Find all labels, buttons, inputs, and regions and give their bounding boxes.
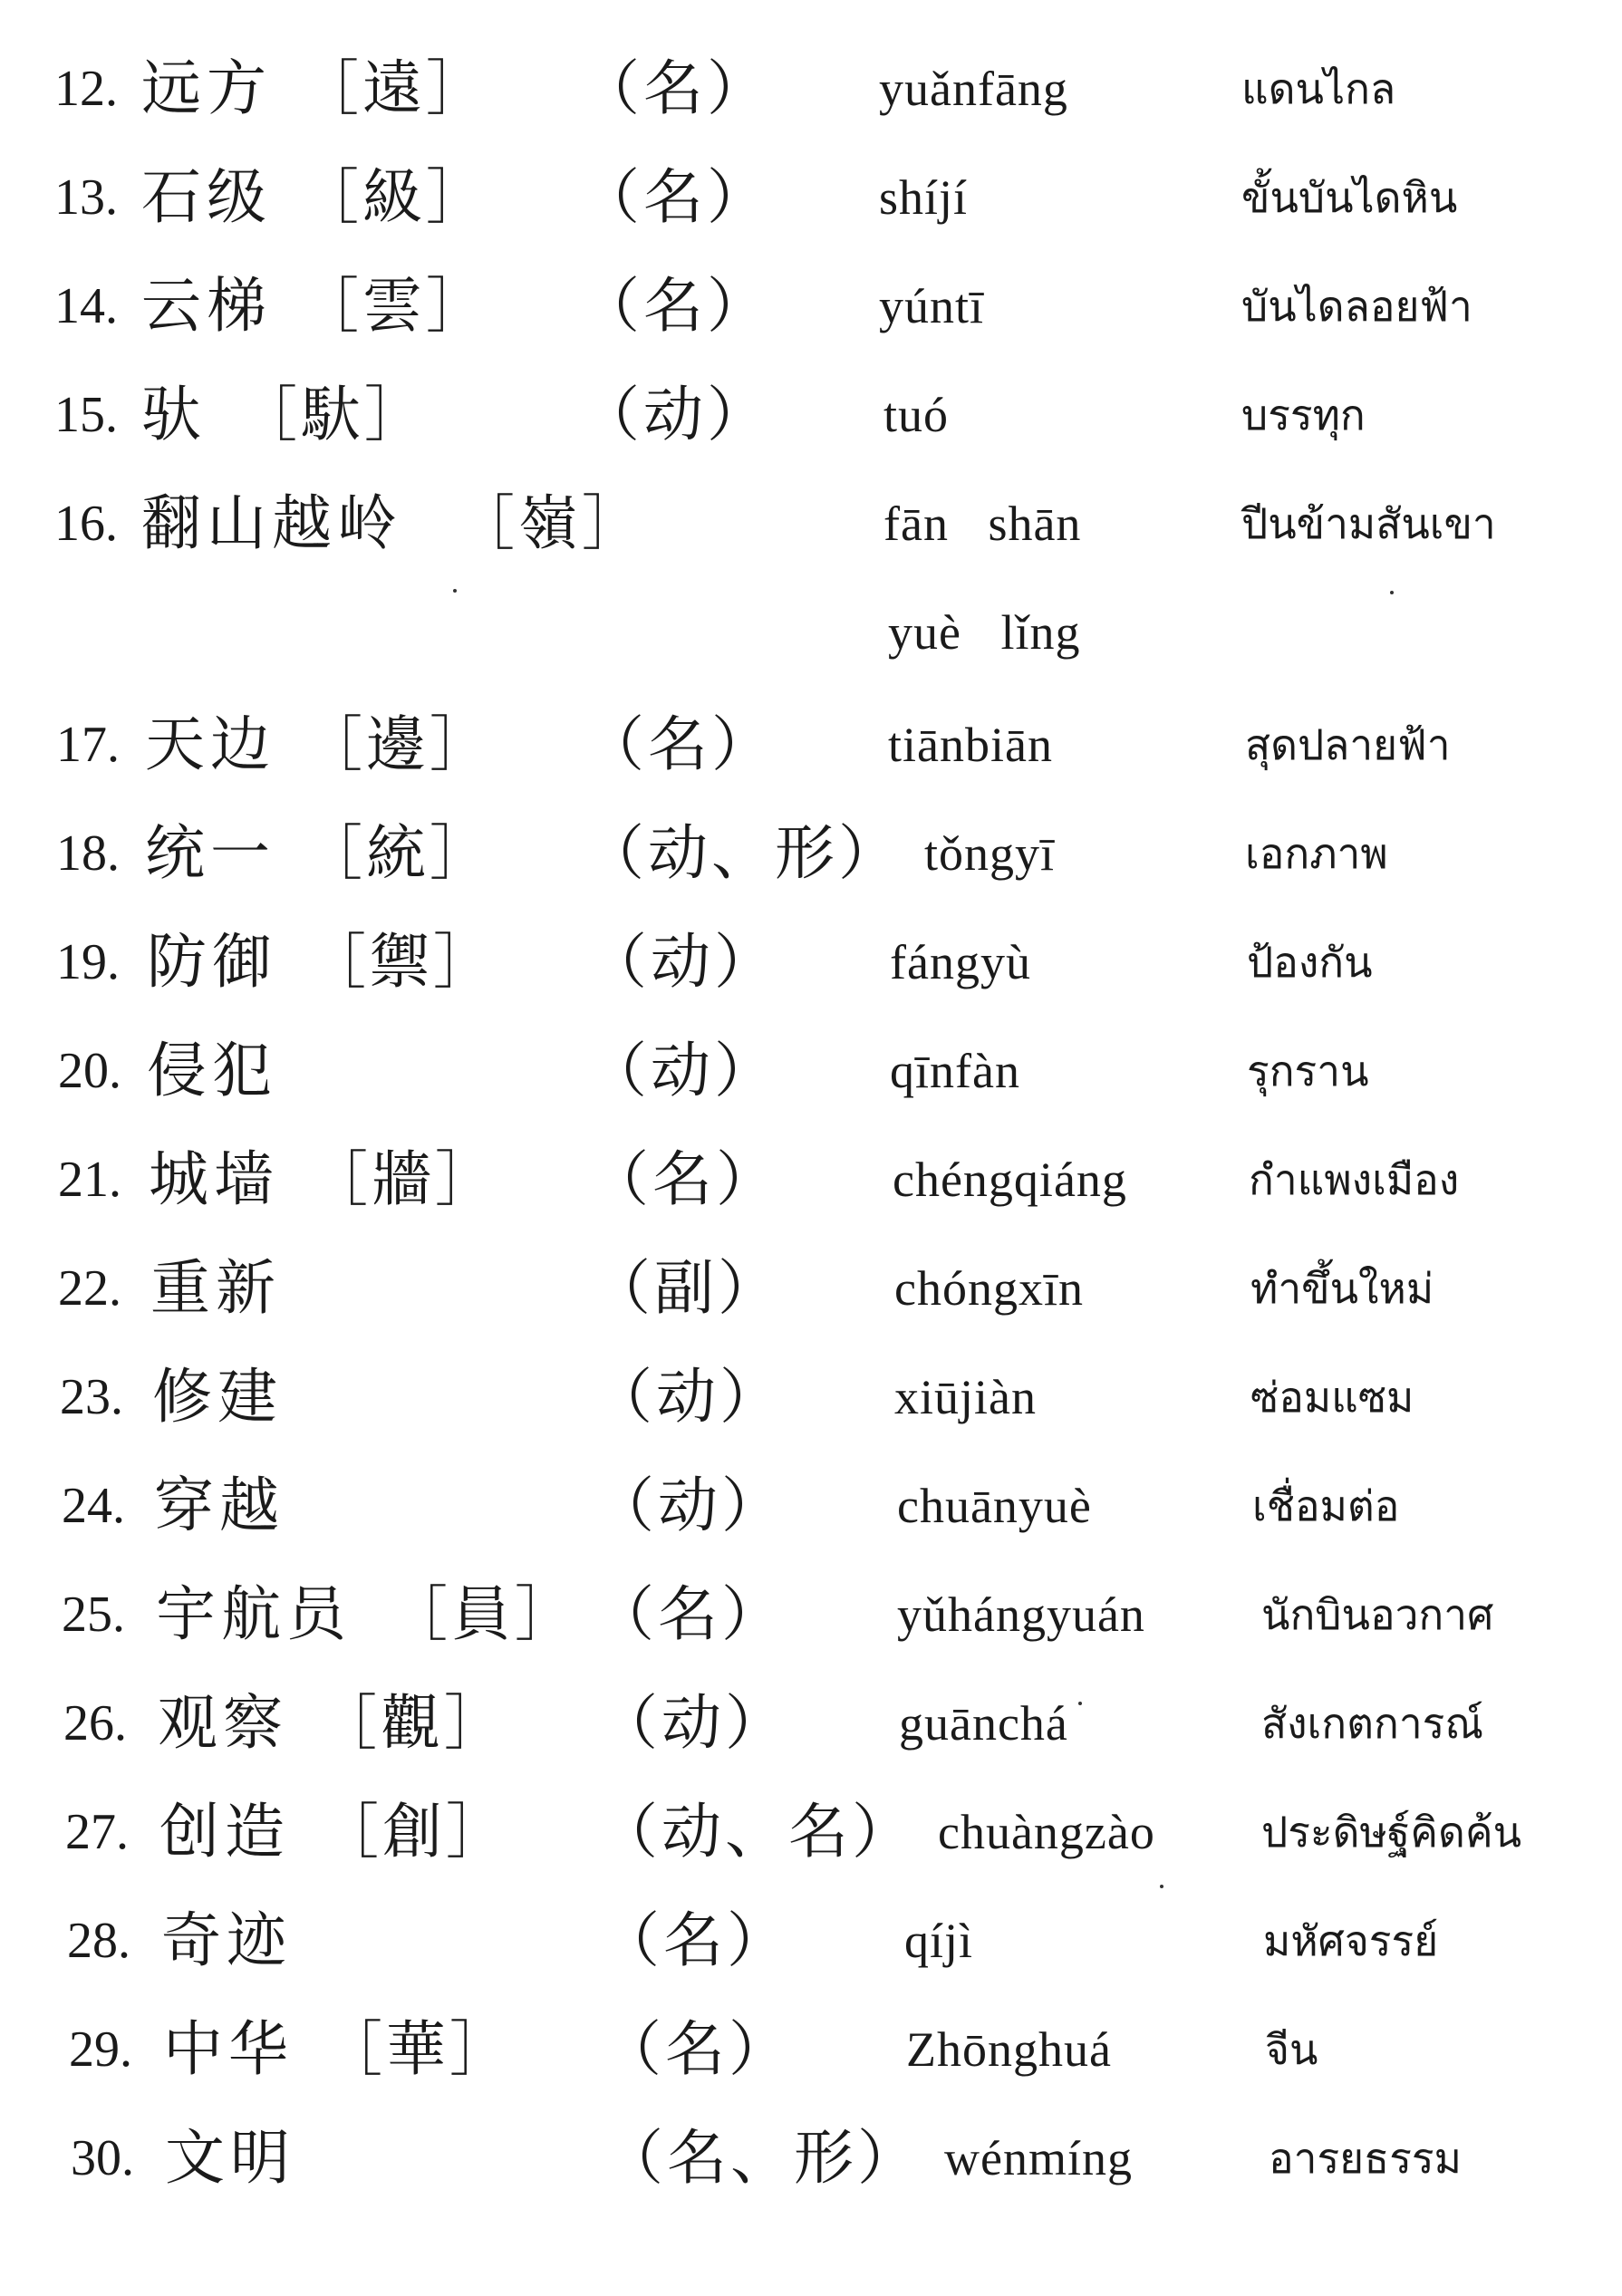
entry-part-of-speech: （名） [594, 1579, 785, 1649]
entry-traditional: ［遠］ [299, 53, 489, 123]
scan-speck [1390, 591, 1394, 594]
entry-thai: ซ่อมแซม [1250, 1373, 1414, 1422]
entry-number: 23. [60, 1369, 123, 1425]
entry-part-of-speech: （动） [593, 1362, 783, 1432]
entry-term: 修建 [152, 1362, 283, 1432]
entry-pinyin: yuè lǐng [888, 605, 1081, 660]
entry-term: 观察 [158, 1688, 288, 1758]
entry-part-of-speech: （名、形） [603, 2123, 921, 2193]
entry-term: 翻山越岭 [141, 488, 402, 558]
entry-part-of-speech: （名） [600, 1905, 790, 1975]
entry-pinyin: tuó [883, 388, 950, 442]
entry-pinyin: yúntī [879, 279, 985, 333]
entry-term: 防御 [147, 927, 277, 997]
entry-number: 14. [54, 278, 118, 334]
entry-thai: รุกราน [1247, 1047, 1369, 1095]
entry-pinyin: yuǎnfāng [879, 62, 1068, 116]
entry-thai: อารยธรรม [1269, 2134, 1462, 2183]
vocab-row [0, 1886, 1622, 1995]
entry-number: 24. [62, 1478, 125, 1534]
vocab-row [0, 34, 1622, 143]
entry-thai: กำแพงเมือง [1249, 1155, 1460, 1204]
entry-traditional: ［馱］ [237, 380, 428, 449]
entry-part-of-speech: （动、名） [598, 1797, 915, 1867]
entry-pinyin: chuānyuè [897, 1479, 1092, 1533]
entry-thai: แดนไกล [1241, 64, 1396, 113]
entry-part-of-speech: （动） [587, 1036, 777, 1105]
vocab-row [0, 1343, 1622, 1452]
entry-traditional: ［創］ [319, 1797, 509, 1867]
entry-traditional: ［禦］ [306, 927, 497, 997]
entry-term: 中华 [163, 2014, 294, 2084]
entry-number: 15. [54, 387, 118, 443]
entry-thai: จีน [1265, 2025, 1318, 2074]
entry-part-of-speech: （副） [591, 1253, 781, 1323]
entry-term: 驮 [141, 380, 207, 449]
vocab-row [0, 2104, 1622, 2213]
scan-speck [453, 589, 457, 593]
entry-pinyin: guānchá [899, 1696, 1068, 1751]
vocab-row [0, 1995, 1622, 2104]
entry-pinyin: fān shān [883, 497, 1082, 551]
entry-part-of-speech: （名） [580, 162, 770, 232]
entry-part-of-speech: （动、形） [584, 818, 902, 888]
entry-thai: ประดิษฐ์คิดค้น [1261, 1808, 1522, 1857]
vocab-row [0, 1017, 1622, 1125]
entry-term: 天边 [145, 709, 275, 779]
vocab-row [0, 1778, 1622, 1886]
entry-pinyin: chóngxīn [894, 1261, 1084, 1316]
entry-part-of-speech: （名） [584, 709, 775, 779]
entry-thai: ทำขึ้นใหม่ [1250, 1264, 1434, 1313]
vocab-row [0, 1234, 1622, 1343]
entry-traditional: ［雲］ [299, 271, 489, 341]
entry-pinyin: qīnfàn [890, 1044, 1020, 1098]
entry-thai: บรรทุก [1241, 391, 1366, 439]
entry-term: 石级 [141, 162, 272, 232]
entry-part-of-speech: （名） [580, 53, 770, 123]
vocab-row [0, 1560, 1622, 1669]
entry-thai: ป้องกัน [1247, 938, 1373, 987]
entry-pinyin: shíjí [879, 170, 969, 225]
entry-number: 27. [65, 1804, 129, 1860]
entry-traditional: ［觀］ [317, 1688, 507, 1758]
entry-part-of-speech: （动） [594, 1471, 785, 1540]
entry-pinyin: wénmíng [944, 2131, 1133, 2185]
entry-traditional: ［統］ [303, 818, 493, 888]
entry-traditional: ［邊］ [303, 709, 493, 779]
entry-number: 12. [54, 61, 118, 117]
entry-term: 远方 [141, 53, 272, 123]
entry-number: 20. [58, 1043, 121, 1099]
vocab-row [0, 252, 1622, 361]
entry-thai: ขั้นบันไดหิน [1241, 173, 1458, 222]
entry-term: 城墙 [149, 1144, 279, 1214]
entry-thai: สุดปลายฟ้า [1245, 720, 1451, 769]
entry-pinyin: xiūjiàn [894, 1370, 1037, 1424]
vocab-row [0, 1125, 1622, 1234]
entry-thai: ปีนข้ามสันเขา [1241, 499, 1496, 548]
entry-number: 19. [56, 934, 120, 990]
entry-number: 18. [56, 825, 120, 882]
entry-pinyin: yǔhángyuán [897, 1587, 1145, 1642]
entry-term: 文明 [165, 2123, 295, 2193]
entry-number: 25. [62, 1587, 125, 1643]
entry-number: 21. [58, 1152, 121, 1208]
entry-number: 16. [54, 496, 118, 552]
entry-term: 宇航员 [156, 1579, 352, 1649]
entry-number: 17. [56, 717, 120, 773]
entry-number: 22. [58, 1260, 121, 1317]
vocab-row [0, 361, 1622, 469]
entry-term: 侵犯 [147, 1036, 277, 1105]
entry-part-of-speech: （名） [580, 271, 770, 341]
entry-traditional: ［華］ [323, 2014, 513, 2084]
entry-number: 29. [69, 2021, 132, 2078]
entry-term: 统一 [145, 818, 275, 888]
entry-number: 26. [63, 1695, 127, 1751]
scan-speck [1078, 1702, 1082, 1705]
vocab-row [0, 1669, 1622, 1778]
entry-thai: บันไดลอยฟ้า [1241, 282, 1472, 331]
entry-traditional: ［級］ [299, 162, 489, 232]
entry-thai: สังเกตการณ์ [1261, 1699, 1484, 1748]
entry-number: 28. [67, 1913, 130, 1969]
vocab-row-continuation [0, 578, 1622, 687]
entry-pinyin: tǒngyī [924, 826, 1056, 881]
entry-traditional: ［牆］ [308, 1144, 498, 1214]
entry-term: 穿越 [154, 1471, 285, 1540]
entry-term: 创造 [159, 1797, 290, 1867]
entry-traditional: ［嶺］ [455, 488, 645, 558]
vocab-row [0, 908, 1622, 1017]
entry-term: 云梯 [141, 271, 272, 341]
entry-part-of-speech: （动） [580, 380, 770, 449]
entry-part-of-speech: （名） [602, 2014, 792, 2084]
entry-part-of-speech: （动） [598, 1688, 788, 1758]
entry-pinyin: qíjì [904, 1914, 974, 1968]
entry-pinyin: chéngqiáng [893, 1153, 1127, 1207]
vocab-row [0, 469, 1622, 578]
entry-pinyin: tiānbiān [888, 718, 1053, 772]
entry-number: 30. [71, 2130, 134, 2186]
vocab-row [0, 690, 1622, 799]
entry-thai: นักบินอวกาศ [1261, 1590, 1494, 1639]
entry-thai: เอกภาพ [1245, 829, 1388, 878]
entry-number: 13. [54, 169, 118, 226]
scan-speck [1160, 1885, 1163, 1888]
entry-pinyin: chuàngzào [938, 1805, 1155, 1859]
entry-part-of-speech: （动） [587, 927, 777, 997]
entry-traditional: ［員］ [388, 1579, 578, 1649]
entry-term: 重新 [150, 1253, 281, 1323]
vocab-row [0, 799, 1622, 908]
entry-thai: เชื่อมต่อ [1252, 1481, 1400, 1530]
entry-pinyin: fángyù [890, 935, 1031, 989]
entry-term: 奇迹 [161, 1905, 292, 1975]
entry-pinyin: Zhōnghuá [906, 2022, 1112, 2077]
entry-part-of-speech: （名） [589, 1144, 779, 1214]
entry-thai: มหัศจรรย์ [1263, 1916, 1439, 1965]
vocab-row [0, 1452, 1622, 1560]
vocab-row [0, 143, 1622, 252]
